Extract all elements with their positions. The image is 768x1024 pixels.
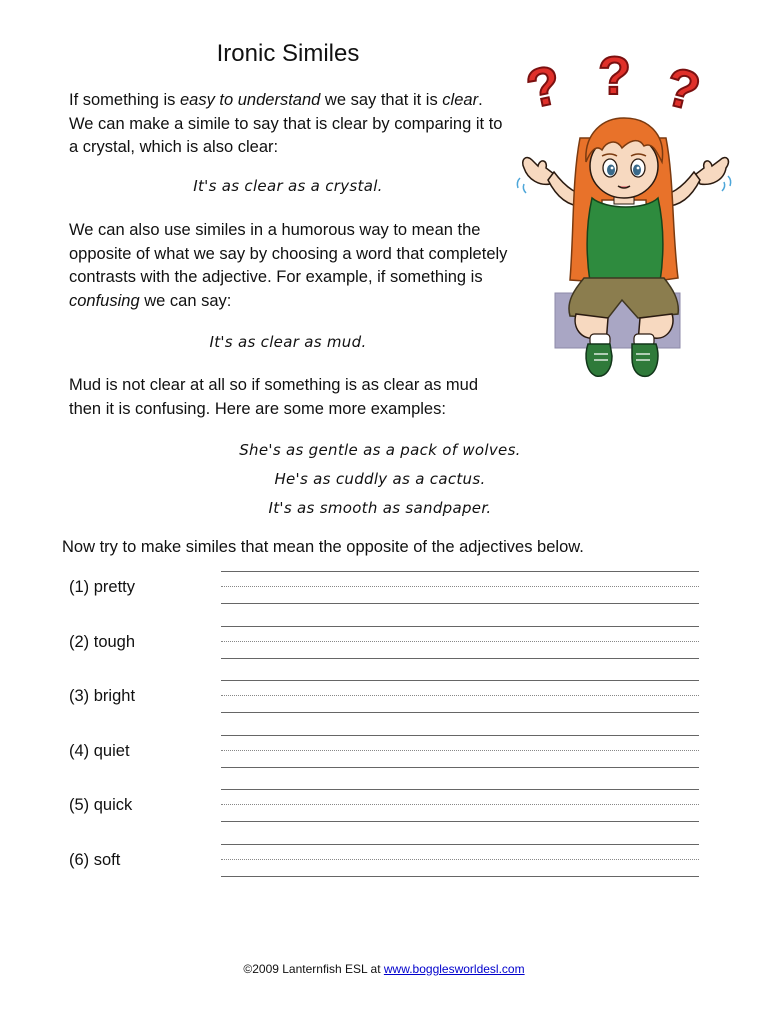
page-title: Ironic Similes bbox=[216, 40, 360, 67]
guide-line bbox=[221, 804, 699, 805]
question-mark-icon: ? bbox=[598, 50, 631, 106]
exercise-row-quick bbox=[0, 789, 768, 835]
guide-line bbox=[221, 695, 699, 696]
answer-baseline[interactable] bbox=[221, 876, 699, 877]
answer-line[interactable] bbox=[221, 735, 699, 736]
footer-link[interactable]: www.bogglesworldesl.com bbox=[383, 962, 525, 976]
example-mud: It's as clear as mud. bbox=[209, 333, 367, 351]
answer-baseline[interactable] bbox=[221, 658, 699, 659]
answer-baseline[interactable] bbox=[221, 712, 699, 713]
exercise-label: (6) soft bbox=[69, 851, 121, 869]
mud-paragraph: Mud is not clear at all so if something is as clear as mud then it is confusing. Here are some more examples: bbox=[69, 376, 479, 418]
intro-text-2: we say that it is bbox=[320, 91, 443, 109]
answer-baseline[interactable] bbox=[221, 603, 699, 604]
answer-baseline[interactable] bbox=[221, 821, 699, 822]
humor-text-2: we can say: bbox=[139, 291, 232, 310]
answer-line[interactable] bbox=[221, 789, 699, 790]
exercise-label: (4) quiet bbox=[69, 742, 130, 760]
exercise-row-quiet bbox=[0, 735, 768, 781]
question-mark-icon: ? bbox=[521, 54, 567, 121]
intro-emphasis-clear: clear bbox=[442, 91, 479, 109]
example-item: She's as gentle as a pack of wolves. bbox=[239, 441, 521, 459]
answer-line[interactable] bbox=[221, 680, 699, 681]
humor-emphasis-confusing: confusing bbox=[69, 291, 140, 310]
right-hand-icon bbox=[696, 158, 731, 191]
exercise-label: (2) tough bbox=[69, 633, 136, 651]
exercise-row-bright bbox=[0, 680, 768, 726]
examples-list bbox=[110, 436, 650, 523]
answer-line[interactable] bbox=[221, 571, 699, 572]
exercise-row-tough bbox=[0, 626, 768, 672]
footer-copyright: ©2009 Lanternfish ESL at bbox=[243, 962, 384, 976]
intro-emphasis-easy: easy to understand bbox=[179, 91, 321, 109]
humor-paragraph bbox=[69, 219, 509, 313]
guide-line bbox=[221, 859, 699, 860]
humor-text-1: We can also use similes in a humorous way to mean the opposite of what we say by choosing a word that completely contrasts with the adjective. For example, if something is bbox=[69, 221, 508, 286]
intro-text-1: If something is bbox=[69, 91, 180, 109]
answer-line[interactable] bbox=[221, 844, 699, 845]
mouth bbox=[618, 186, 630, 188]
guide-line bbox=[221, 586, 699, 587]
answer-line[interactable] bbox=[221, 626, 699, 627]
exercise-row-soft bbox=[0, 844, 768, 890]
confused-girl-illustration bbox=[510, 50, 740, 385]
answer-baseline[interactable] bbox=[221, 767, 699, 768]
exercise-label: (1) pretty bbox=[69, 578, 136, 596]
example-item: It's as smooth as sandpaper. bbox=[268, 499, 492, 517]
exercise-label: (5) quick bbox=[69, 796, 133, 814]
question-mark-icon: ? bbox=[659, 56, 706, 123]
left-hand-icon bbox=[517, 158, 554, 193]
example-item: He's as cuddly as a cactus. bbox=[274, 470, 486, 488]
intro-paragraph bbox=[69, 89, 509, 160]
exercise-row-pretty bbox=[0, 571, 768, 617]
example-crystal: It's as clear as a crystal. bbox=[193, 177, 383, 195]
intro-text-3: . We can make a simile to say that is clear by comparing it to a crystal, which is also clear: bbox=[69, 91, 503, 156]
guide-line bbox=[221, 641, 699, 642]
exercise-label: (3) bright bbox=[69, 687, 136, 705]
shirt bbox=[587, 198, 663, 282]
footer bbox=[0, 962, 768, 976]
guide-line bbox=[221, 750, 699, 751]
instruction-text: Now try to make similes that mean the opposite of the adjectives below. bbox=[62, 538, 584, 556]
